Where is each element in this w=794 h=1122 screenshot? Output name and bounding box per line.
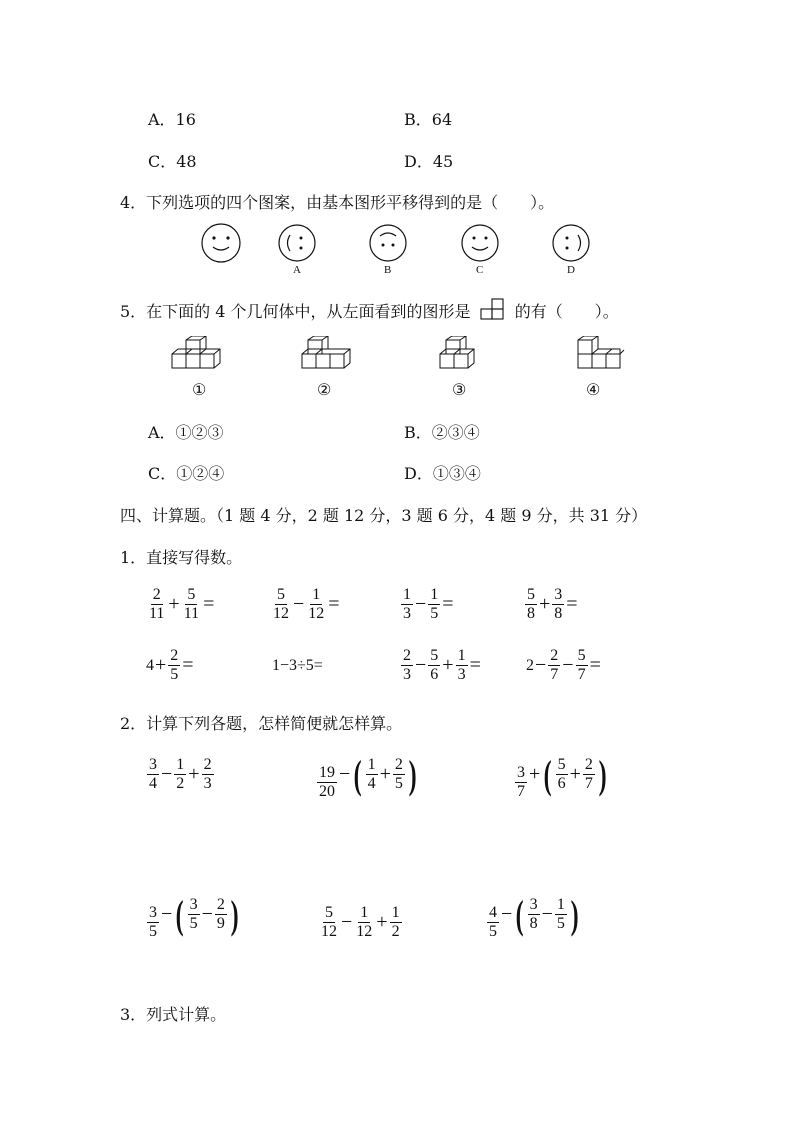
p1-expr-8: 2 − $\frac{2}{7}$ − $\frac{5}{7}$ = (526, 647, 601, 683)
p1-expr-7: $\frac{2}{3}$ − $\frac{5}{6}$ + $\frac{1}{3}$ = (403, 647, 481, 683)
q3-option-b: B．64 (404, 110, 453, 129)
p2-expr-3: $\frac{3}{7}$ + ( $\frac{5}{6}$ + $\frac{2}{7}$ ) (517, 751, 607, 800)
p1-expr-3: $\frac{1}{3}$ − $\frac{1}{5}$ = (403, 586, 454, 622)
q5-option-a: A．①②③ (148, 423, 224, 442)
face-option-b-icon (367, 221, 409, 265)
cube-figure-4-label: ④ (586, 380, 601, 399)
part-1-title: 1．直接写得数。 (120, 548, 243, 567)
cube-figure-1-label: ① (192, 380, 207, 399)
cube-figure-2-label: ② (317, 380, 332, 399)
p2-expr-6: $\frac{4}{5}$ − ( $\frac{3}{8}$ − $\frac{1}{5}$ ) (489, 891, 579, 940)
p1-expr-4: $\frac{5}{8}$ + $\frac{3}{8}$ = (527, 586, 578, 622)
q5-option-d: D．①③④ (404, 464, 481, 483)
face-option-d-label: D (567, 264, 575, 276)
p2-expr-1: $\frac{3}{4}$ − $\frac{1}{2}$ + $\frac{2}{3}$ (149, 756, 212, 792)
face-option-c-icon (458, 221, 502, 265)
cube-figure-2-icon (298, 336, 360, 376)
q5-text-before: 5．在下面的 4 个几何体中，从左面看到的图形是 (120, 302, 471, 321)
cube-figure-3-label: ③ (452, 380, 467, 399)
p2-expr-2: $\frac{19}{20}$ − ( $\frac{1}{4}$ + $\frac{2}{5}$ ) (319, 751, 417, 800)
p1-expr-1: $\frac{2}{11}$ + $\frac{5}{11}$ = (149, 586, 215, 622)
q3-option-c: C．48 (148, 152, 197, 171)
q3-option-a: A．16 (148, 110, 196, 129)
q5-option-b: B．②③④ (404, 423, 480, 442)
p2-expr-4: $\frac{3}{5}$ − ( $\frac{3}{5}$ − $\frac{2}{9}$ ) (149, 891, 239, 940)
face-option-d-icon (550, 221, 592, 265)
part-3-title: 3．列式计算。 (120, 1005, 227, 1024)
left-view-shape-icon (480, 298, 506, 320)
q5-text-after: 的有（ ）。 (514, 302, 619, 321)
p2-expr-5: $\frac{5}{12}$ − $\frac{1}{12}$ + $\frac{1}{2}$ (321, 904, 400, 940)
smiley-face-icon (198, 221, 244, 265)
part-2-title: 2．计算下列各题，怎样简便就怎样算。 (120, 714, 403, 733)
face-option-b-label: B (384, 264, 392, 276)
cube-figure-4-icon (574, 336, 626, 376)
face-option-a-label: A (293, 264, 301, 276)
q4-question: 4．下列选项的四个图案，由基本图形平移得到的是（ ）。 (120, 193, 555, 212)
cube-figure-1-icon (168, 336, 230, 376)
face-option-c-label: C (476, 264, 484, 276)
q5-question (120, 299, 619, 324)
q5-option-c: C．①②④ (148, 464, 225, 483)
section-4-title: 四、计算题。（1 题 4 分，2 题 12 分，3 题 6 分，4 题 9 分，共 31 分） (120, 506, 648, 525)
cube-figure-3-icon (436, 336, 486, 376)
p1-expr-5: 4 + $\frac{2}{5}$ = (146, 647, 194, 683)
q3-option-d: D．45 (404, 152, 454, 171)
face-option-a-icon (276, 221, 318, 265)
p1-expr-6: 1−3÷5= (272, 657, 323, 674)
p1-expr-2: $\frac{5}{12}$ − $\frac{1}{12}$ = (273, 586, 340, 622)
